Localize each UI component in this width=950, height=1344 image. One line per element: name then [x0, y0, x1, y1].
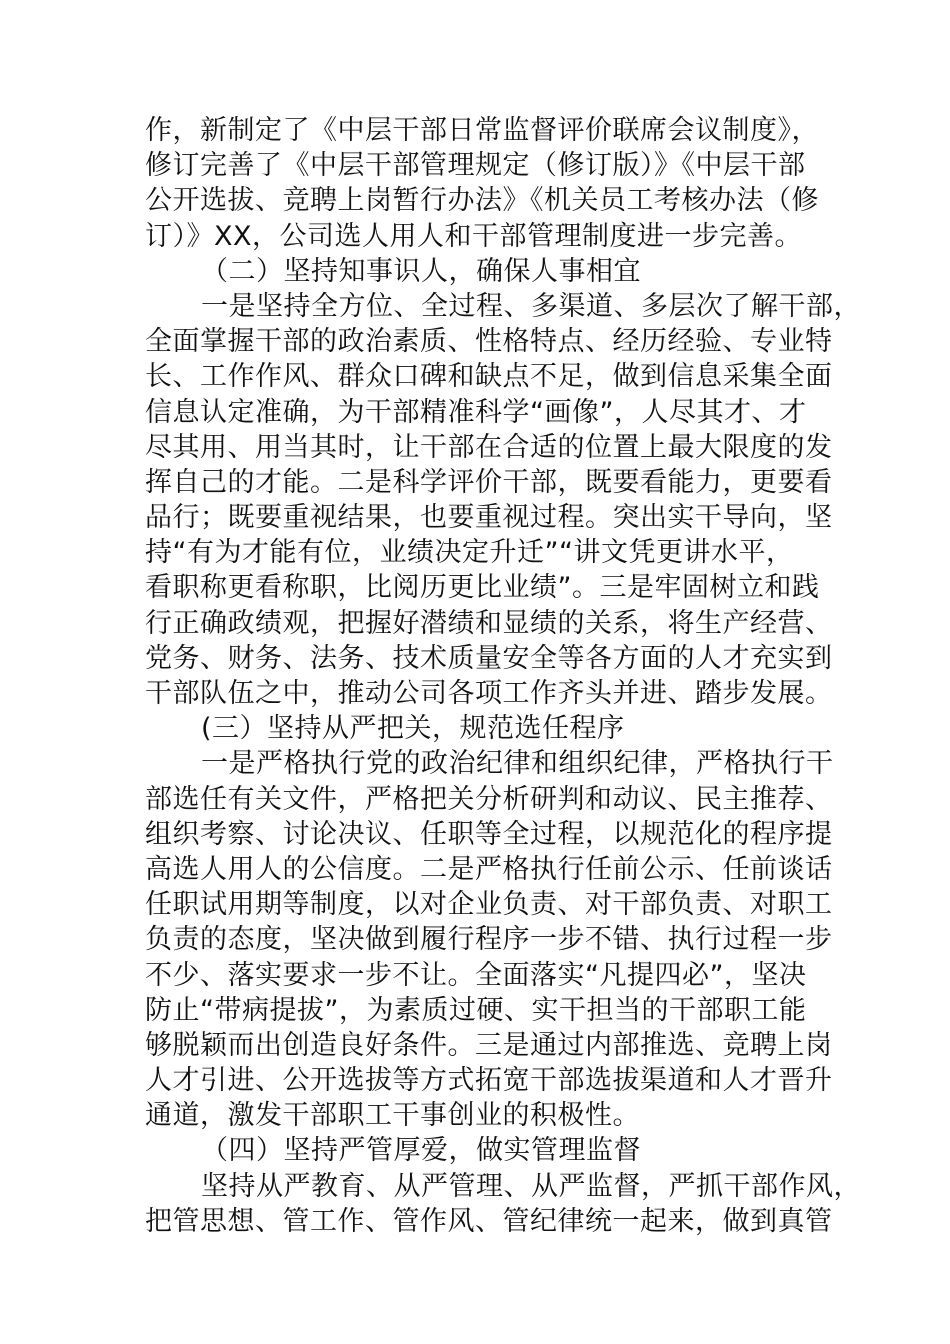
- text-line: 负责的态度，坚决做到履行程序一步不错、执行过程一步: [145, 924, 833, 956]
- text-line: 够脱颖而出创造良好条件。三是通过内部推选、竞聘上岗: [145, 1029, 833, 1061]
- text-line: 防止“带病提拔”，为素质过硬、实干担当的干部职工能: [145, 994, 807, 1026]
- paragraph-first-line: （四）坚持严管厚爱，做实管理监督: [201, 1135, 641, 1167]
- text-line: 公开选拔、竞聘上岗暂行办法》《机关员工考核办法（修: [145, 185, 819, 217]
- text-line: 把管思想、管工作、管作风、管纪律统一起来，做到真管: [145, 1205, 833, 1237]
- text-line: 部选任有关文件，严格把关分析研判和动议、民主推荐、: [145, 783, 833, 815]
- text-line: 全面掌握干部的政治素质、性格特点、经历经验、专业特: [145, 326, 833, 358]
- text-line: 订）》XX，公司选人用人和干部管理制度进一步完善。: [145, 220, 802, 252]
- text-line: 组织考察、讨论决议、任职等全过程，以规范化的程序提: [145, 818, 833, 850]
- paragraph-first-line: (三）坚持从严把关，规范选任程序: [201, 713, 625, 745]
- text-line: 任职试用期等制度，以对企业负责、对干部负责、对职工: [145, 889, 833, 921]
- paragraph-first-line: （二）坚持知事识人，确保人事相宜: [201, 255, 641, 287]
- text-line: 信息认定准确，为干部精准科学“画像”，人尽其才、才: [145, 396, 807, 428]
- text-line: 长、工作作风、群众口碑和缺点不足，做到信息采集全面: [145, 361, 833, 393]
- text-line: 挥自己的才能。二是科学评价干部，既要看能力，更要看: [145, 466, 833, 498]
- text-line: 不少、落实要求一步不让。全面落实“凡提四必”，坚决: [145, 959, 807, 991]
- text-line: 行正确政绩观，把握好潜绩和显绩的关系，将生产经营、: [145, 607, 833, 639]
- text-line: 干部队伍之中，推动公司各项工作齐头并进、踏步发展。: [145, 678, 833, 709]
- text-line: 尽其用、用当其时，让干部在合适的位置上最大限度的发: [145, 431, 833, 463]
- text-line: 作，新制定了《中层干部日常监督评价联席会议制度》，: [145, 115, 819, 146]
- text-line: 修订完善了《中层干部管理规定（修订版）》《中层干部: [145, 150, 806, 182]
- paragraph-first-line: 一是严格执行党的政治纪律和组织纪律，严格执行干: [201, 748, 834, 780]
- paragraph-first-line: 一是坚持全方位、全过程、多渠道、多层次了解干部，: [201, 290, 861, 322]
- text-line: 品行；既要重视结果，也要重视过程。突出实干导向，坚: [145, 502, 833, 534]
- text-line: 党务、财务、法务、技术质量安全等各方面的人才充实到: [145, 642, 833, 674]
- text-line: 人才引进、公开选拔等方式拓宽干部选拔渠道和人才晋升: [145, 1065, 833, 1097]
- text-line: 持“有为才能有位，业绩决定升迁”“讲文凭更讲水平，: [145, 537, 794, 569]
- text-line: 通道，激发干部职工干事创业的积极性。: [145, 1100, 640, 1132]
- text-line: 高选人用人的公信度。二是严格执行任前公示、任前谈话: [145, 853, 833, 885]
- paragraph-first-line: 坚持从严教育、从严管理、从严监督，严抓干部作风，: [201, 1170, 861, 1202]
- document-body: [145, 113, 861, 1239]
- text-line: 看职称更看称职，比阅历更比业绩”。三是牢固树立和践: [145, 572, 820, 604]
